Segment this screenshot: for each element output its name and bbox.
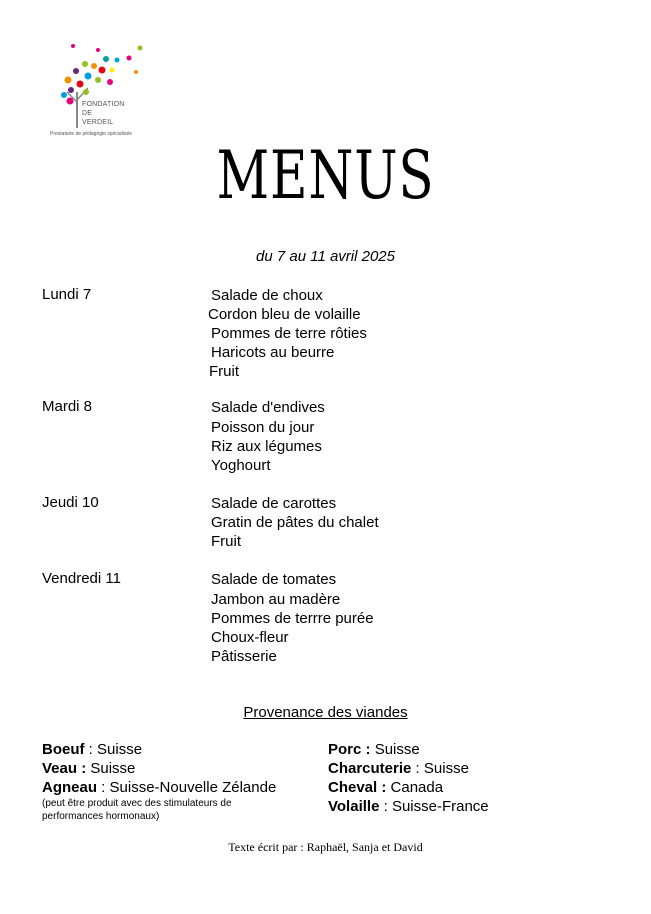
date-range: du 7 au 11 avril 2025 xyxy=(256,248,395,265)
dish: Salade de carottes xyxy=(211,495,337,512)
provenance-note-line-1: (peut être produit avec des stimulateurs de xyxy=(42,798,232,809)
provenance-item-volaille: Volaille : Suisse-France xyxy=(328,798,489,815)
dish: Haricots au beurre xyxy=(211,344,335,361)
dish: Cordon bleu de volaille xyxy=(208,306,361,323)
page-title: MENUS xyxy=(216,137,435,214)
fondation-logo xyxy=(40,40,150,140)
logo-tagline: Prestataire de pédagogie spécialisée xyxy=(50,131,132,137)
provenance-title: Provenance des viandes xyxy=(243,704,408,721)
dish: Salade de tomates xyxy=(211,571,337,588)
logo-line-1: FONDATION xyxy=(82,101,125,108)
dish: Yoghourt xyxy=(211,457,271,474)
provenance-item-agneau: Agneau : Suisse-Nouvelle Zélande xyxy=(42,779,277,796)
dish: Riz aux légumes xyxy=(211,438,322,455)
footer-credits: Texte écrit par : Raphaël, Sanja et David xyxy=(228,840,423,854)
dish: Salade de choux xyxy=(211,287,323,304)
provenance-note-line-2: performances hormonaux) xyxy=(42,811,160,822)
dish: Pommes de terrre purée xyxy=(211,610,374,627)
dish: Fruit xyxy=(209,363,239,380)
dish: Pommes de terre rôties xyxy=(211,325,367,342)
dish: Choux-fleur xyxy=(211,629,289,646)
dish: Poisson du jour xyxy=(211,419,315,436)
day-label-mardi: Mardi 8 xyxy=(42,398,93,415)
dish: Gratin de pâtes du chalet xyxy=(211,514,379,531)
provenance-item-charcuterie: Charcuterie : Suisse xyxy=(328,760,469,777)
logo-line-2: DE xyxy=(82,110,93,117)
provenance-item-porc: Porc : Suisse xyxy=(328,741,420,758)
dish: Jambon au madère xyxy=(211,591,341,608)
day-label-lundi: Lundi 7 xyxy=(42,286,92,303)
provenance-item-veau: Veau : Suisse xyxy=(42,760,136,777)
tree-logo-icon xyxy=(40,40,150,130)
logo-line-3: VERDEIL xyxy=(82,119,114,126)
provenance-item-cheval: Cheval : Canada xyxy=(328,779,444,796)
dish: Salade d'endives xyxy=(211,399,325,416)
day-label-vendredi: Vendredi 11 xyxy=(42,570,121,587)
dish: Pâtisserie xyxy=(211,648,277,665)
provenance-item-boeuf: Boeuf : Suisse xyxy=(42,741,143,758)
dish: Fruit xyxy=(211,533,241,550)
day-label-jeudi: Jeudi 10 xyxy=(42,494,99,511)
